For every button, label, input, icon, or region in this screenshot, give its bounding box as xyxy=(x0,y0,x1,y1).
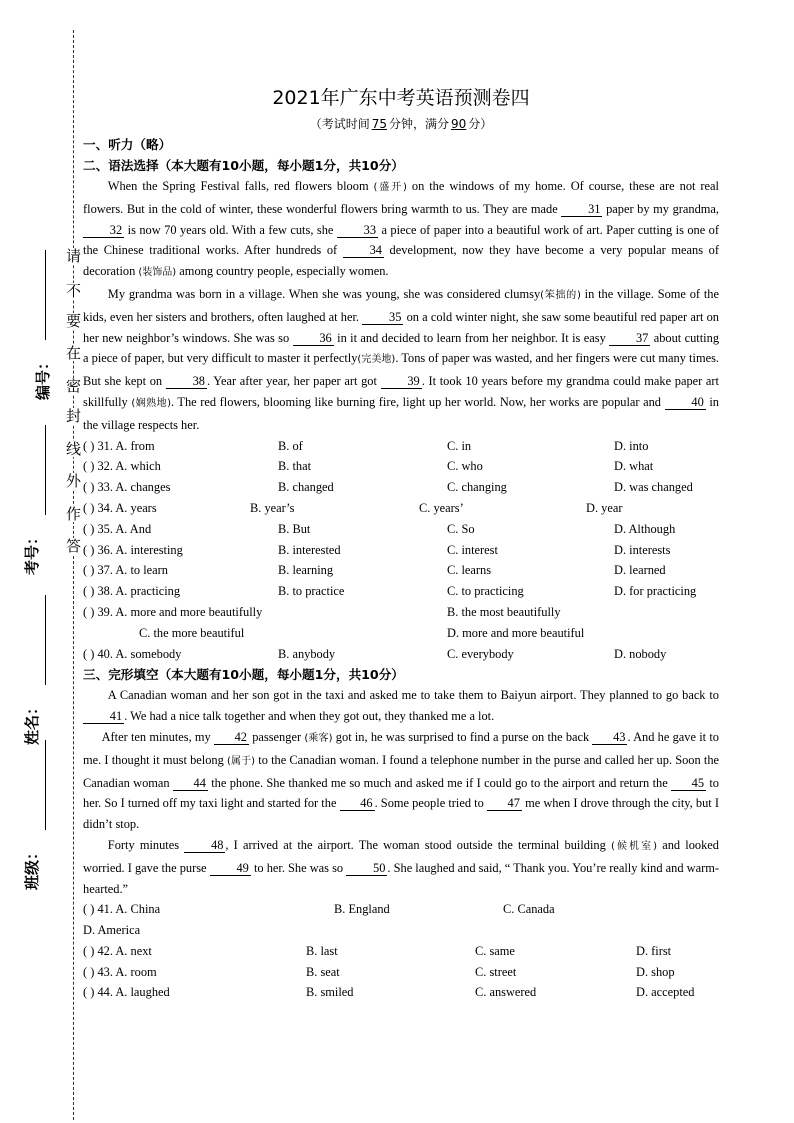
option-b: B. But xyxy=(278,521,311,536)
exam-info xyxy=(83,114,719,134)
cloze-passage-paragraph-2 xyxy=(83,727,719,835)
question-row xyxy=(83,436,719,457)
option-b: B. learning xyxy=(278,563,334,578)
option-b: B. changed xyxy=(278,480,334,495)
passage-text: paper by my grandma, xyxy=(602,201,720,216)
answer-blank: 32 xyxy=(83,223,124,238)
seal-char: 不 xyxy=(66,282,82,300)
question-row xyxy=(83,560,719,581)
option-c: C. learns xyxy=(447,563,492,578)
seal-char: 在 xyxy=(66,344,82,362)
chinese-gloss: (完美地) xyxy=(357,354,396,366)
question-row xyxy=(83,498,719,519)
question-stem: ( ) 39. A. more and more beautifully xyxy=(83,604,263,619)
question-stem: ( ) 31. A. from xyxy=(83,438,155,453)
passage-text: on a cold winter night, she saw some beautiful red paper art on her new neighbor’s windows. She was so xyxy=(83,309,719,345)
time-value: 75 xyxy=(371,117,387,131)
answer-blank: 34 xyxy=(343,243,384,258)
question-row-continued xyxy=(83,623,719,644)
field-number xyxy=(24,250,64,400)
chinese-gloss: (候机室) xyxy=(610,840,658,852)
question-row xyxy=(83,456,719,477)
field-rule xyxy=(45,740,46,830)
question-stem: ( ) 42. A. next xyxy=(83,943,152,958)
seal-char: 封 xyxy=(66,407,82,425)
passage-text: . The red flowers, blooming like burning fire, light up her world. Now, her works are popular and xyxy=(170,394,665,409)
time-mid: 分钟，满分 xyxy=(388,117,449,131)
binding-dashed-line xyxy=(73,30,74,1120)
chinese-gloss: (装饰品) xyxy=(138,267,177,279)
answer-blank: 36 xyxy=(293,331,334,346)
answer-blank: 41 xyxy=(83,709,124,724)
field-class-label: 班级： xyxy=(23,844,41,890)
chinese-gloss: (盛开) xyxy=(373,182,407,193)
question-row xyxy=(83,962,719,983)
passage-text: among country people, especially women. xyxy=(176,264,389,279)
option-c: C. street xyxy=(475,964,517,979)
grammar-passage-paragraph-1 xyxy=(83,176,719,284)
question-stem: ( ) 38. A. practicing xyxy=(83,584,181,599)
time-prefix: （考试时间 xyxy=(309,117,370,131)
answer-blank: 43 xyxy=(592,730,627,745)
option-d: D. into xyxy=(614,438,649,453)
passage-text: in the village. Some of the kids, even her sisters and brothers, often laughed at her. xyxy=(83,286,719,324)
option-d: D. learned xyxy=(614,563,666,578)
answer-blank: 48 xyxy=(184,838,225,853)
answer-blank: 40 xyxy=(665,395,706,410)
option-d: D. was changed xyxy=(614,480,693,495)
passage-text: got in, he was surprised to find a purse on the back xyxy=(332,729,593,744)
question-stem: ( ) 33. A. changes xyxy=(83,480,171,495)
option-b: B. smiled xyxy=(306,985,354,1000)
passage-text: . She laughed and said, “ Thank you. You’re really kind and warm-hearted.” xyxy=(83,860,719,896)
answer-blank: 39 xyxy=(381,374,422,389)
field-rule xyxy=(45,425,46,515)
seal-char: 答 xyxy=(66,537,82,555)
cloze-question-list xyxy=(83,899,719,1003)
question-row xyxy=(83,477,719,498)
seal-char: 线 xyxy=(66,440,82,458)
question-row xyxy=(83,581,719,602)
option-b: B. England xyxy=(334,902,390,917)
question-row xyxy=(83,644,719,665)
option-b: B. interested xyxy=(278,542,341,557)
option-c: C. to practicing xyxy=(447,584,524,599)
question-row-continued xyxy=(83,920,719,941)
answer-blank: 44 xyxy=(173,776,208,791)
passage-text: about cutting a piece of paper, but very difficult to master it perfectly xyxy=(83,330,720,366)
field-exam-number xyxy=(24,425,64,575)
passage-text: . Year after year, her paper art got xyxy=(206,374,381,389)
section-listening-heading: 一、听力（略） xyxy=(83,137,172,152)
section-cloze-heading: 三、完形填空（本大题有10小题，每小题1分，共10分） xyxy=(83,667,404,683)
question-stem: ( ) 43. A. room xyxy=(83,964,157,979)
option-d: D. for practicing xyxy=(614,584,697,599)
seal-char: 密 xyxy=(66,377,82,395)
option-c: C. interest xyxy=(447,542,498,557)
passage-text: on the windows of my home. Of course, these are not real flowers. But in the cold of winter, these wonderful flowers bring warmth to us. They are made xyxy=(83,179,719,216)
answer-blank: 50 xyxy=(346,861,387,876)
option-d: D. accepted xyxy=(636,985,695,1000)
option-d: D. year xyxy=(586,500,623,515)
option-c: C. everybody xyxy=(447,646,514,661)
option-c: C. So xyxy=(447,521,475,536)
passage-text: the phone. She thanked me so much and asked me if I could go to the airport and return the xyxy=(207,775,672,790)
field-class xyxy=(24,740,64,890)
option-d: D. what xyxy=(614,459,654,474)
option-c: C. the more beautiful xyxy=(139,625,245,640)
answer-blank: 31 xyxy=(561,202,602,217)
answer-blank: 47 xyxy=(487,796,522,811)
passage-text: . Tons of paper was wasted, and her fingers were cut many times. But she kept on xyxy=(83,351,719,389)
passage-text: A Canadian woman and her son got in the taxi and asked me to take them to Baiyun airport. They planned to go back to xyxy=(107,688,719,703)
time-suffix: 分） xyxy=(468,117,493,131)
option-d: D. more and more beautiful xyxy=(447,625,585,640)
option-b: B. of xyxy=(278,438,303,453)
section-grammar-heading: 二、语法选择（本大题有10小题，每小题1分，共10分） xyxy=(83,158,404,173)
option-d: D. first xyxy=(636,943,672,958)
question-stem: ( ) 44. A. laughed xyxy=(83,985,170,1000)
score-value: 90 xyxy=(451,117,467,131)
answer-blank: 42 xyxy=(214,730,249,745)
question-stem: ( ) 40. A. somebody xyxy=(83,646,182,661)
answer-blank: 49 xyxy=(210,861,251,876)
chinese-gloss: (笨拙的) xyxy=(540,289,581,301)
seal-char: 外 xyxy=(66,472,82,490)
field-number-label: 编号： xyxy=(34,354,52,400)
option-d: D. interests xyxy=(614,542,671,557)
passage-text: a piece of paper into a beautiful work of art. Paper cutting is one of the Chinese traditional works. After hundreds of xyxy=(83,222,719,258)
question-row xyxy=(83,602,719,623)
chinese-gloss: (乘客) xyxy=(304,732,333,744)
answer-blank: 35 xyxy=(362,310,403,325)
passage-text: development, now they have become a very popular means of decoration xyxy=(83,243,719,279)
passage-text: me when I drove through the city, but I didn’t stop. xyxy=(83,796,719,832)
passage-text: to her. She was so xyxy=(250,860,347,875)
seal-char: 要 xyxy=(66,312,82,330)
passage-text: , I arrived at the airport. The woman stood outside the terminal building xyxy=(225,837,611,852)
exam-page xyxy=(83,82,719,1003)
option-c: C. in xyxy=(447,438,472,453)
passage-text: . And he gave it to me. I thought it must belong xyxy=(83,729,719,767)
option-c: C. years’ xyxy=(419,500,464,515)
option-c: C. same xyxy=(475,943,515,958)
option-d: D. shop xyxy=(636,964,675,979)
question-stem: ( ) 32. A. which xyxy=(83,459,161,474)
option-b: B. last xyxy=(306,943,338,958)
question-row xyxy=(83,899,719,920)
field-rule xyxy=(45,250,46,340)
cloze-passage-paragraph-3 xyxy=(83,835,719,899)
question-stem: ( ) 41. A. China xyxy=(83,902,161,917)
option-c: C. answered xyxy=(475,985,537,1000)
option-b: B. year’s xyxy=(250,500,295,515)
passage-text: in the village respects her. xyxy=(83,394,719,432)
passage-text: to the Canadian woman. I found a telephone number in the purse and called her up. Soon the Canadian woman xyxy=(83,752,720,790)
passage-text: to her. So I turned off my taxi light and started for the xyxy=(83,775,719,811)
answer-blank: 46 xyxy=(340,796,375,811)
option-c: C. Canada xyxy=(503,902,555,917)
passage-text: . It took 10 years before my grandma could make paper art skillfully xyxy=(83,374,719,409)
question-row xyxy=(83,982,719,1003)
page-title: 2021年广东中考英语预测卷四 xyxy=(272,87,530,109)
answer-blank: 38 xyxy=(166,374,207,389)
chinese-gloss: (属于) xyxy=(227,755,256,767)
passage-text: passenger xyxy=(248,729,305,744)
field-name xyxy=(24,595,64,745)
answer-blank: 37 xyxy=(609,331,650,346)
field-name-label: 姓名： xyxy=(23,699,41,745)
option-b: B. the most beautifully xyxy=(447,604,561,619)
passage-text: Forty minutes xyxy=(107,837,185,852)
passage-text: in it and decided to learn from her neighbor. It is easy xyxy=(333,330,610,345)
question-row xyxy=(83,941,719,962)
answer-blank: 33 xyxy=(337,223,378,238)
option-d: D. nobody xyxy=(614,646,667,661)
passage-text: is now 70 years old. With a few cuts, she xyxy=(124,222,337,237)
cloze-passage-paragraph-1 xyxy=(83,685,719,727)
passage-text: After ten minutes, my xyxy=(101,729,214,744)
field-rule xyxy=(45,595,46,685)
option-d: D. Although xyxy=(614,521,676,536)
question-stem: ( ) 36. A. interesting xyxy=(83,542,183,557)
passage-text: When the Spring Festival falls, red flowers bloom xyxy=(107,179,374,193)
option-b: B. that xyxy=(278,459,312,474)
grammar-question-list xyxy=(83,436,719,665)
option-c: C. changing xyxy=(447,480,507,495)
answer-blank: 45 xyxy=(671,776,706,791)
question-stem: ( ) 35. A. And xyxy=(83,521,152,536)
option-b: B. anybody xyxy=(278,646,336,661)
passage-text: and looked worried. I gave the purse xyxy=(83,837,719,875)
option-c: C. who xyxy=(447,459,483,474)
grammar-passage-paragraph-2 xyxy=(83,284,719,436)
seal-char: 作 xyxy=(66,505,82,523)
chinese-gloss: (娴熟地) xyxy=(131,397,171,409)
question-row xyxy=(83,519,719,540)
field-exam-number-label: 考号： xyxy=(23,529,41,575)
passage-text: . Some people tried to xyxy=(374,796,487,811)
seal-char: 请 xyxy=(66,247,82,265)
option-d: D. America xyxy=(83,923,141,938)
passage-text: . We had a nice talk together and when they got out, they thanked me a lot. xyxy=(124,709,495,724)
passage-text: My grandma was born in a village. When she was young, she was considered clumsy xyxy=(107,286,541,301)
option-b: B. to practice xyxy=(278,584,345,599)
question-stem: ( ) 37. A. to learn xyxy=(83,563,168,578)
option-b: B. seat xyxy=(306,964,340,979)
question-stem: ( ) 34. A. years xyxy=(83,500,157,515)
question-row xyxy=(83,540,719,561)
